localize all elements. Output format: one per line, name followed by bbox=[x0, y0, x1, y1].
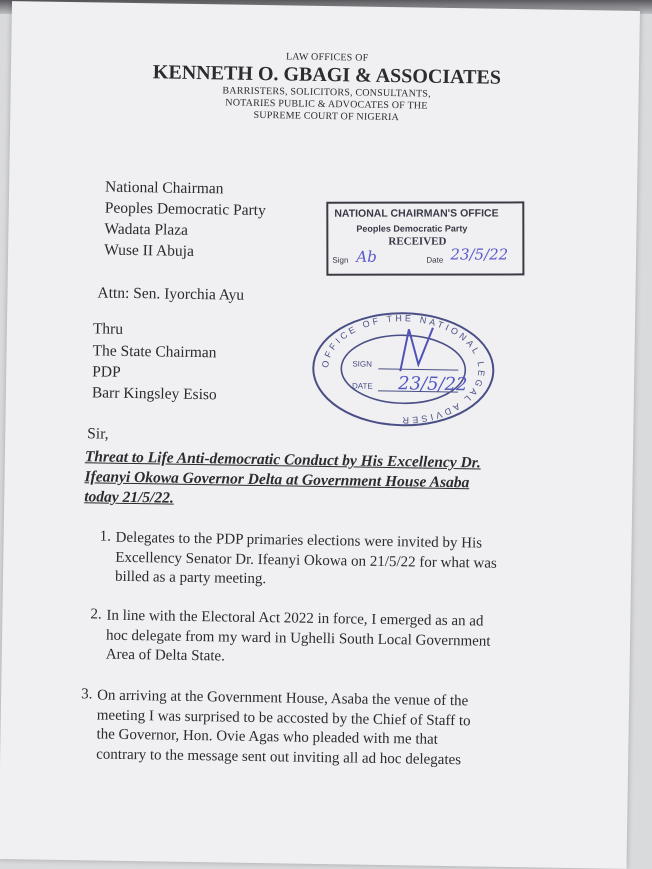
letterhead-prefix: LAW OFFICES OF bbox=[285, 51, 369, 64]
paragraph-3 bbox=[96, 686, 597, 772]
legal-adviser-oval-stamp bbox=[307, 308, 499, 431]
salutation: Sir, bbox=[87, 425, 109, 443]
letterhead-line-1: BARRISTERS, SOLICITORS, CONSULTANTS, bbox=[222, 85, 431, 100]
firm-name: KENNETH O. GBAGI & ASSOCIATES bbox=[152, 61, 502, 89]
subject-line-1: Threat to Life Anti-democratic Conduct by His Excellency Dr. bbox=[84, 448, 481, 472]
received-stamp-date-value: 23/5/22 bbox=[450, 245, 509, 264]
oval-stamp-date-value: 23/5/22 bbox=[397, 373, 468, 396]
paragraph-2 bbox=[106, 607, 597, 673]
oval-stamp-date-label: DATE bbox=[351, 381, 373, 391]
thru-line-2: The State Chairman bbox=[92, 342, 217, 362]
received-stamp-org: Peoples Democratic Party bbox=[356, 223, 468, 234]
received-stamp-signature: Ab bbox=[356, 247, 377, 266]
thru-line-4: Barr Kingsley Esiso bbox=[91, 384, 217, 404]
subject-line-2: Ifeanyi Okowa Governor Delta at Government House Asaba bbox=[84, 468, 470, 492]
letter-page bbox=[0, 1, 640, 869]
addressee-line-1: National Chairman bbox=[104, 178, 224, 198]
paragraph-1-line-2: Excellency Senator Dr. Ifeanyi Okowa on 21/5/22 for what was bbox=[115, 549, 497, 572]
paragraph-2-number: 2. bbox=[90, 606, 102, 623]
paragraph-3-line-3: the Governor, Hon. Ovie Agas who pleaded with me that bbox=[96, 726, 439, 748]
paragraph-1-line-3: billed as a party meeting. bbox=[114, 568, 267, 588]
received-stamp bbox=[326, 201, 524, 275]
paragraph-1 bbox=[115, 529, 596, 595]
paragraph-3-line-2: meeting I was surprised to be accosted by the Chief of Staff to bbox=[96, 706, 471, 729]
attention-line: Attn: Sen. Iyorchia Ayu bbox=[97, 284, 245, 304]
received-stamp-sign-label: Sign bbox=[332, 255, 349, 265]
paragraph-2-line-1: In line with the Electoral Act 2022 in force, I emerged as an ad bbox=[106, 607, 484, 630]
thru-line-3: PDP bbox=[92, 363, 121, 381]
oval-stamp-signature bbox=[400, 327, 433, 371]
addressee-line-3: Wadata Plaza bbox=[104, 220, 189, 239]
subject-line-3: today 21/5/22. bbox=[84, 488, 174, 507]
addressee-line-2: Peoples Democratic Party bbox=[104, 199, 266, 220]
paragraph-3-line-4: contrary to the message sent out inviting all ad hoc delegates bbox=[96, 745, 462, 768]
letterhead-line-2: NOTARIES PUBLIC & ADVOCATES OF THE bbox=[225, 97, 428, 112]
paragraph-1-line-1: Delegates to the PDP primaries elections were invited by His bbox=[115, 529, 483, 552]
paragraph-3-number: 3. bbox=[81, 686, 93, 703]
paragraph-2-line-2: hoc delegate from my ward in Ughelli South Local Government bbox=[105, 627, 491, 650]
oval-stamp-ring-text: OFFICE OF THE NATIONAL LEGAL ADVISER bbox=[320, 313, 487, 426]
received-stamp-status: RECEIVED bbox=[388, 235, 447, 248]
addressee-line-4: Wuse II Abuja bbox=[104, 241, 195, 260]
paragraph-2-line-3: Area of Delta State. bbox=[105, 646, 226, 665]
thru-line-1: Thru bbox=[92, 320, 124, 338]
letterhead-line-3: SUPREME COURT OF NIGERIA bbox=[253, 109, 400, 124]
oval-stamp-sign-label: SIGN bbox=[352, 359, 373, 369]
received-stamp-date-label: Date bbox=[426, 255, 444, 265]
paragraph-3-line-1: On arriving at the Government House, Asaba the venue of the bbox=[97, 687, 469, 710]
received-stamp-title: NATIONAL CHAIRMAN'S OFFICE bbox=[334, 207, 499, 220]
paragraph-1-number: 1. bbox=[99, 528, 112, 545]
